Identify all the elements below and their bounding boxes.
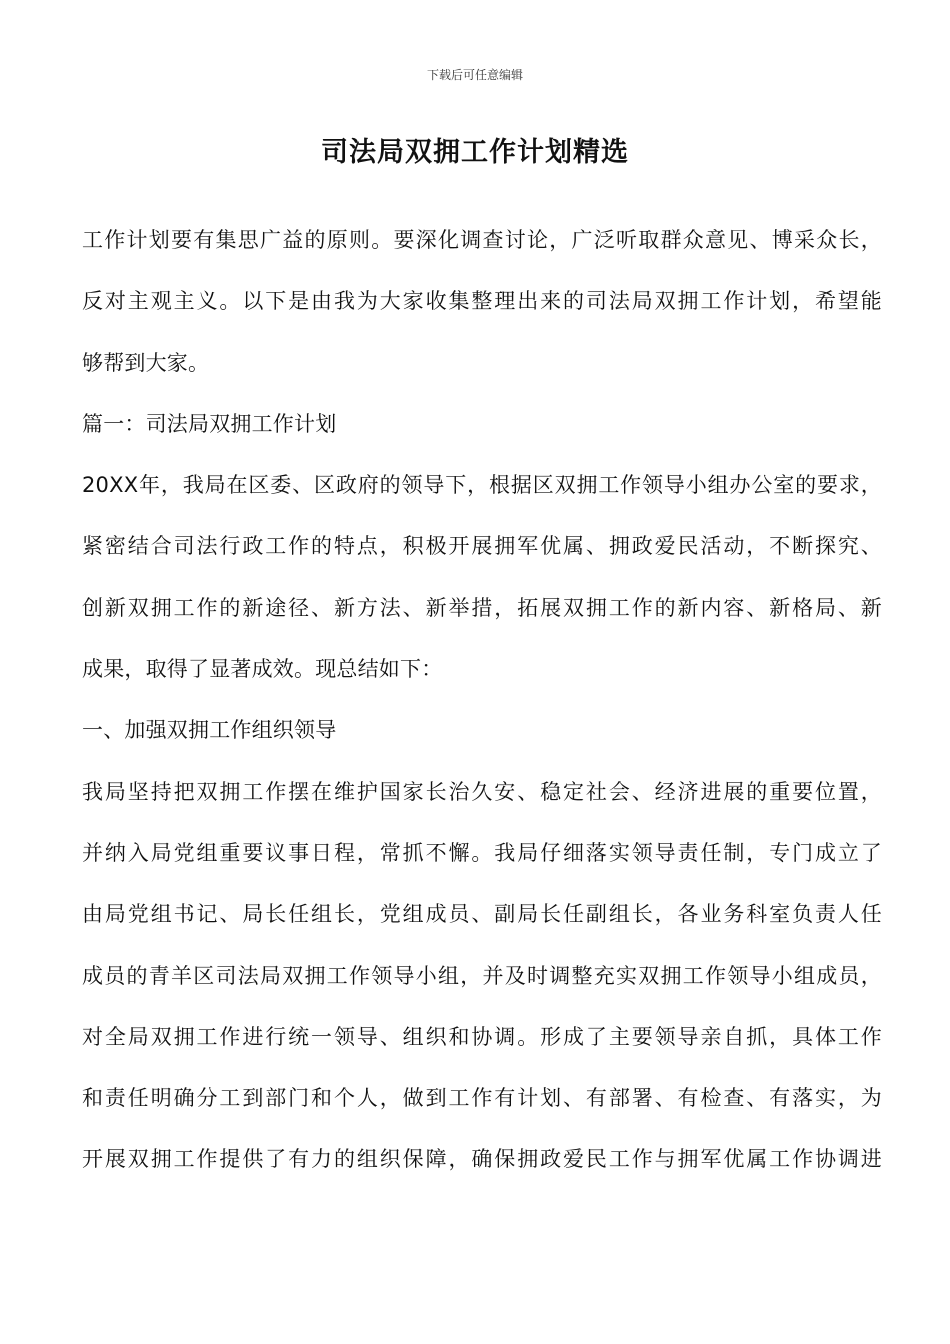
paragraph-line: 紧密结合司法行政工作的特点，积极开展拥军优属、拥政爱民活动，不断探究、 <box>82 534 882 559</box>
paragraph-line: 我局坚持把双拥工作摆在维护国家长治久安、稳定社会、经济进展的重要位置， <box>82 779 882 804</box>
paragraph-line: 对全局双拥工作进行统一领导、组织和协调。形成了主要领导亲自抓，具体工作 <box>82 1024 882 1049</box>
paragraph-line: 创新双拥工作的新途径、新方法、新举措，拓展双拥工作的新内容、新格局、新 <box>82 595 882 620</box>
document-body <box>82 210 882 1191</box>
section-heading: 一、加强双拥工作组织领导 <box>82 718 337 743</box>
paragraph-line: 和责任明确分工到部门和个人，做到工作有计划、有部署、有检查、有落实，为 <box>82 1086 882 1111</box>
paragraph-line: 并纳入局党组重要议事日程，常抓不懈。我局仔细落实领导责任制，专门成立了 <box>82 840 882 865</box>
paragraph-line: 反对主观主义。以下是由我为大家收集整理出来的司法局双拥工作计划，希望能 <box>82 289 882 314</box>
document-title: 司法局双拥工作计划精选 <box>321 137 629 168</box>
paragraph-line: 由局党组书记、局长任组长，党组成员、副局长任副组长，各业务科室负责人任 <box>82 902 882 927</box>
paragraph-line: 20XX年，我局在区委、区政府的领导下，根据区双拥工作领导小组办公室的要求， <box>82 473 882 498</box>
paragraph-line: 成果，取得了显著成效。现总结如下： <box>82 657 443 682</box>
section-heading: 篇一：司法局双拥工作计划 <box>82 411 337 436</box>
paragraph-line: 工作计划要有集思广益的原则。要深化调查讨论，广泛听取群众意见、博采众长， <box>82 228 882 252</box>
paragraph-line: 够帮到大家。 <box>82 350 210 375</box>
paragraph-line: 成员的青羊区司法局双拥工作领导小组，并及时调整充实双拥工作领导小组成员， <box>82 963 882 988</box>
paragraph-line: 开展双拥工作提供了有力的组织保障，确保拥政爱民工作与拥军优属工作协调进 <box>82 1147 882 1172</box>
header-note: 下载后可任意编辑 <box>426 68 523 82</box>
